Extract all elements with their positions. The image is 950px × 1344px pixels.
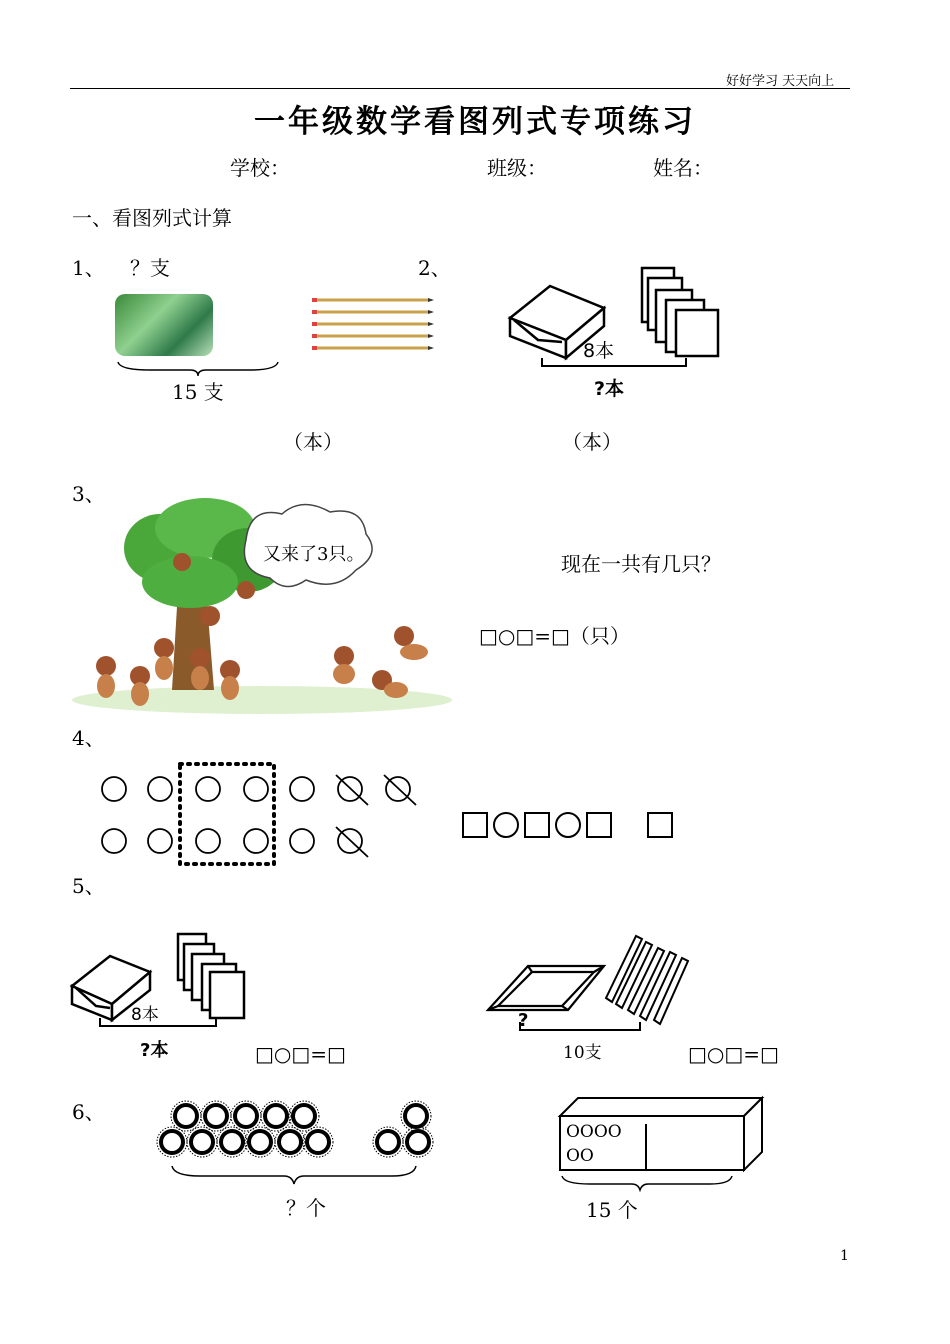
q5-left-box-label: 8本 (131, 1005, 159, 1025)
q5-left-question: ?本 (140, 1040, 169, 1061)
q5-left-equation: □○□=□ (255, 1042, 346, 1066)
name-label: 姓名： (653, 156, 713, 180)
q5-right-total: 10支 (563, 1043, 602, 1063)
q5-right-question: ? (518, 1010, 529, 1031)
class-label: 班级： (487, 156, 547, 180)
q6-left-question: ？个 (286, 1196, 326, 1220)
q3-number: 3、 (72, 482, 105, 506)
header-slogan: 好好学习 天天向上 (726, 74, 835, 89)
q2-number: 2、 (418, 256, 451, 280)
q6-box-row2: OO (566, 1146, 594, 1166)
q3-equation: □○□=□（只） (479, 624, 630, 648)
q6-box-row1: OOOO (566, 1122, 622, 1142)
q2-box-label: 8本 (583, 340, 615, 362)
page-number: 1 (840, 1248, 849, 1264)
q1-total: 15 支 (172, 380, 224, 404)
q6-number: 6、 (72, 1100, 105, 1124)
q5-right-equation: □○□=□ (688, 1042, 779, 1066)
speech-bubble-text: 又来了3只。 (263, 544, 365, 565)
q4-number: 4、 (72, 726, 105, 750)
page-title: 一年级数学看图列式专项练习 (254, 104, 696, 140)
q5-number: 5、 (72, 874, 105, 898)
q2-question: ?本 (594, 378, 625, 400)
q1-number: 1、 (72, 256, 105, 280)
section-heading: 一、看图列式计算 (72, 206, 232, 230)
school-label: 学校： (230, 156, 290, 180)
q2-unit: （本） (562, 430, 622, 454)
q1-question: ？支 (130, 256, 170, 280)
q1-unit: （本） (283, 430, 343, 454)
q6-right-total: 15 个 (586, 1198, 638, 1222)
q3-question: 现在一共有几只？ (561, 552, 721, 576)
